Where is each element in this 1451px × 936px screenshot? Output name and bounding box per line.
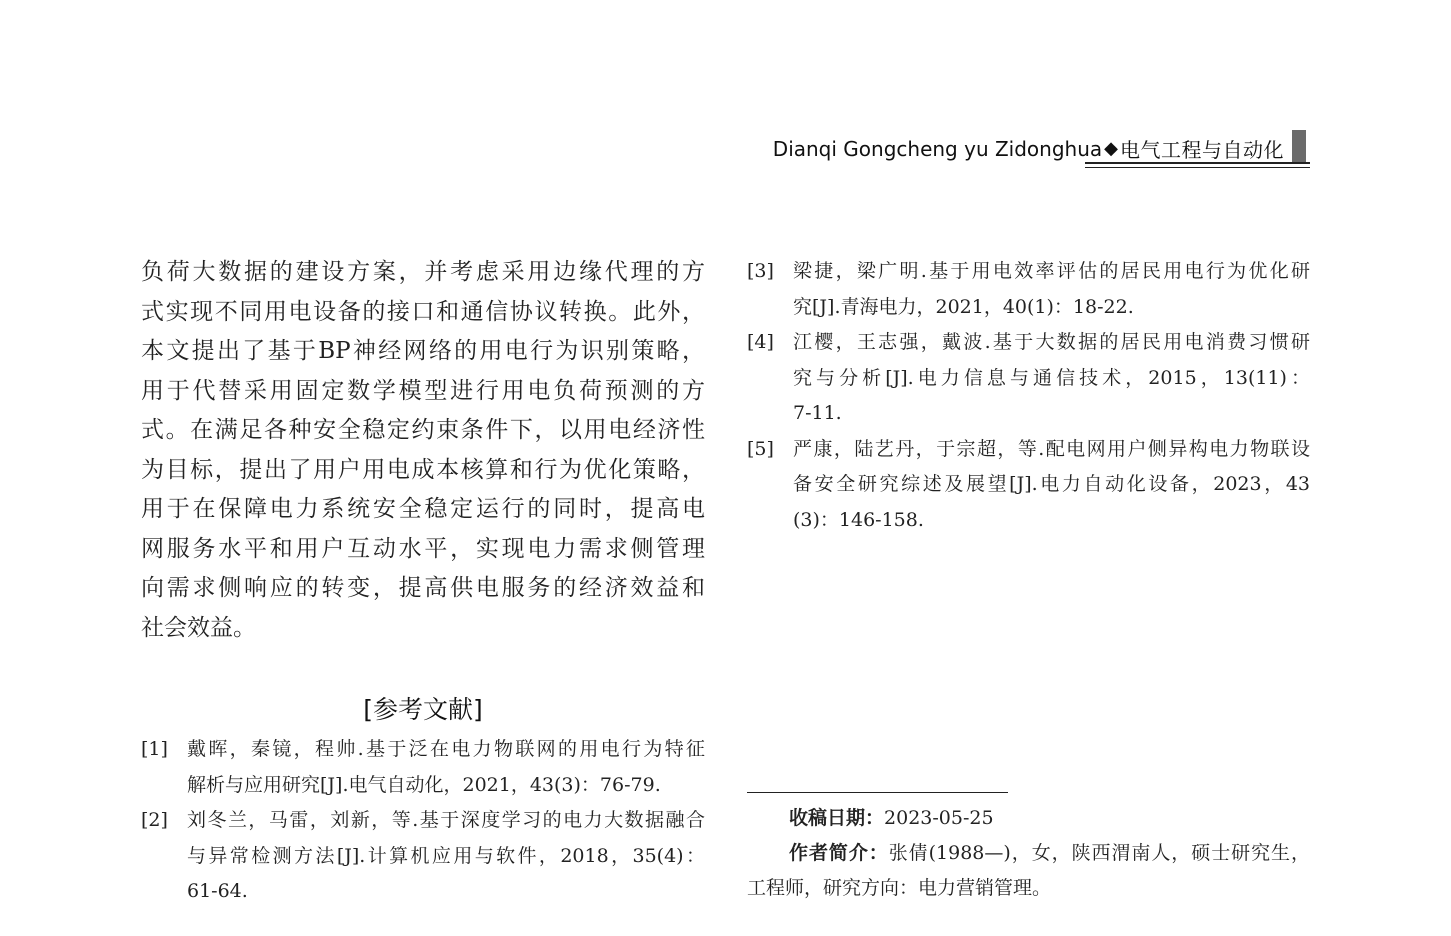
body-line: 用于代替采用固定数学模型进行用电负荷预测的方 [141, 377, 705, 404]
body-line: 用于在保障电力系统安全稳定运行的同时，提高电 [141, 496, 705, 522]
reference-item [141, 803, 705, 910]
body-line: 式。在满足各种安全稳定约束条件下，以用电经济性 [141, 417, 705, 443]
header-rule-thick [1085, 162, 1310, 164]
references-heading: [参考文献] [363, 695, 483, 724]
reference-line: 与异常检测方法[J].计算机应用与软件，2018，35(4)： [187, 844, 705, 867]
reference-item [747, 254, 1310, 325]
reference-number: [5] [747, 437, 774, 460]
reference-line: 7-11. [793, 402, 842, 424]
body-line: 社会效益。 [141, 614, 256, 641]
reference-item [747, 325, 1310, 432]
reference-line: 究[J].青海电力，2021，40(1)：18-22. [793, 295, 1134, 318]
author-info-line2: 工程师，研究方向：电力营销管理。 [747, 877, 1052, 899]
received-date-row [747, 801, 1310, 836]
body-paragraph [141, 253, 705, 648]
reference-line: 备安全研究综述及展望[J].电力自动化设备，2023，43 [793, 473, 1310, 495]
footnote [747, 801, 1310, 906]
reference-item [747, 432, 1310, 539]
reference-number: [3] [747, 260, 774, 282]
reference-list-right [747, 254, 1310, 538]
reference-line: 严康，陆艺丹，于宗超，等.配电网用户侧异构电力物联设 [793, 437, 1310, 460]
author-info-label: 作者简介： [789, 842, 889, 864]
reference-line: (3)：146-158. [793, 508, 924, 531]
reference-line: 解析与应用研究[J].电气自动化，2021，43(3)：76-79. [187, 773, 661, 796]
reference-line: 梁捷，梁广明.基于用电效率评估的居民用电行为优化研 [793, 260, 1310, 282]
reference-line: 戴晖，秦镜，程帅.基于泛在电力物联网的用电行为特征 [187, 738, 705, 760]
author-info-row [747, 836, 1310, 871]
header-text [773, 134, 1284, 163]
header-bar-decoration [1292, 130, 1306, 164]
diamond-icon: ◆ [1104, 138, 1118, 159]
received-date-value: 2023-05-25 [884, 807, 994, 829]
reference-line: 61-64. [187, 880, 248, 902]
reference-number: [4] [747, 331, 774, 353]
body-line: 网服务水平和用户互动水平，实现电力需求侧管理 [141, 535, 705, 562]
body-line: 式实现不同用电设备的接口和通信协议转换。此外， [141, 298, 705, 325]
journal-pinyin: Dianqi Gongcheng yu Zidonghua [772, 136, 1103, 161]
received-date-label: 收稿日期： [789, 807, 885, 829]
body-line: 负荷大数据的建设方案，并考虑采用边缘代理的方 [141, 259, 705, 285]
journal-title: 电气工程与自动化 [1120, 138, 1284, 162]
reference-list-left [141, 732, 705, 910]
author-info-line1: 张倩(1988—)，女，陕西渭南人，硕士研究生， [888, 842, 1310, 864]
reference-number: [2] [141, 809, 168, 831]
reference-line: 究与分析[J].电力信息与通信技术，2015，13(11)： [793, 366, 1310, 389]
reference-line: 刘冬兰，马雷，刘新，等.基于深度学习的电力大数据融合 [187, 809, 705, 831]
body-line: 为目标，提出了用户用电成本核算和行为优化策略， [141, 456, 705, 483]
reference-number: [1] [141, 738, 168, 760]
footnote-rule [747, 792, 1008, 793]
header-rule-thin [1085, 167, 1310, 168]
reference-line: 江樱，王志强，戴波.基于大数据的居民用电消费习惯研 [793, 331, 1310, 353]
running-header [700, 128, 1310, 170]
body-line: 向需求侧响应的转变，提高供电服务的经济效益和 [141, 575, 705, 601]
body-line: 本文提出了基于BP神经网络的用电行为识别策略， [141, 338, 705, 364]
reference-item [141, 732, 705, 803]
